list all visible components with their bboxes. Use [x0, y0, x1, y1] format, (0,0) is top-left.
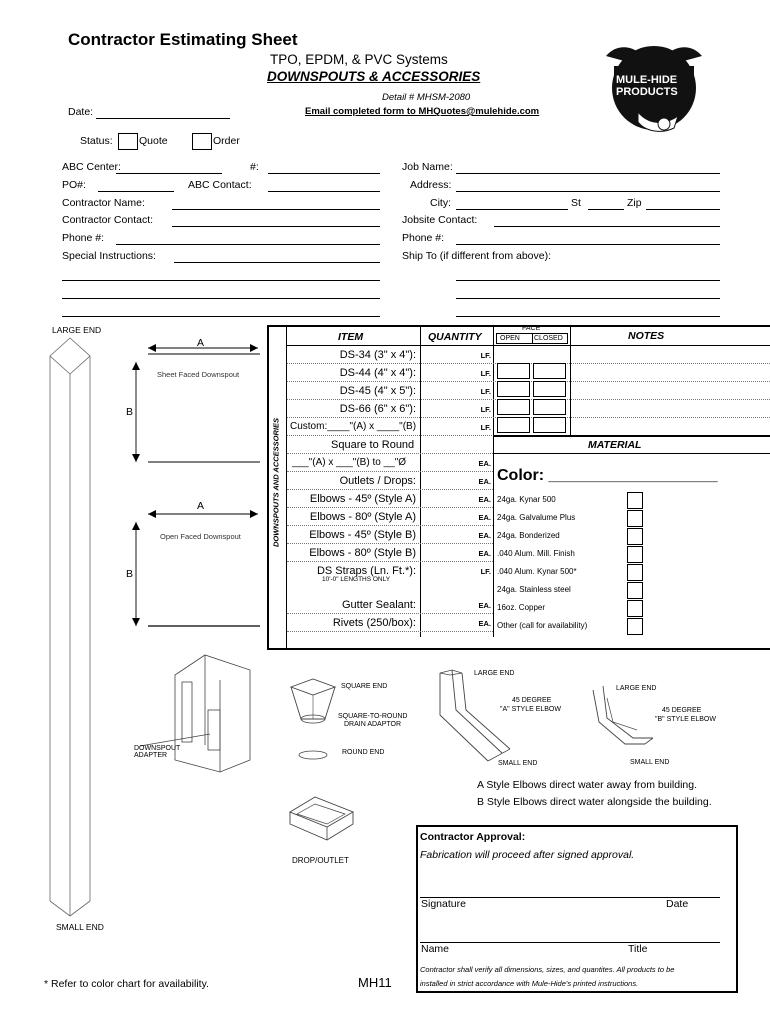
- phone-field[interactable]: [116, 244, 380, 245]
- row-unit-2: LF.: [480, 387, 491, 396]
- material-checkbox-3[interactable]: [627, 546, 643, 563]
- style-b-large-end-label: LARGE END: [616, 685, 657, 692]
- material-header: MATERIAL: [588, 439, 642, 451]
- approval-date-label: Date: [666, 898, 689, 910]
- address-label: Address:: [410, 179, 452, 191]
- row-item-15: Rivets (250/box):: [332, 617, 416, 629]
- face-closed-ds34[interactable]: [533, 363, 566, 379]
- style-a-large-end-label: LARGE END: [474, 670, 515, 677]
- open-faced-dimension-drawing: [118, 500, 263, 630]
- contractor-contact-field[interactable]: [172, 226, 380, 227]
- abc-contact-label: ABC Contact:: [188, 179, 252, 191]
- row-unit-7: EA.: [478, 477, 491, 486]
- row-unit-12: LF.: [480, 567, 491, 576]
- contractor-name-label: Contractor Name:: [62, 197, 145, 209]
- side-label: DOWNSPOUTS AND ACCESSORIES: [271, 417, 281, 548]
- col-item-header: ITEM: [338, 331, 364, 343]
- material-option-6: 16oz. Copper: [497, 603, 546, 612]
- color-field[interactable]: Color: ___________________: [497, 467, 718, 484]
- col-face-header: FACE: [522, 325, 541, 332]
- drop-outlet-drawing: [285, 792, 360, 852]
- abc-number-field[interactable]: [268, 173, 380, 174]
- row-item-2: DS-45 (4" x 5"):: [339, 385, 416, 397]
- row-unit-1: LF.: [480, 369, 491, 378]
- row-unit-15: EA.: [478, 619, 491, 628]
- title-label: Title: [628, 943, 648, 955]
- date-field[interactable]: [96, 118, 230, 119]
- face-closed-ds66[interactable]: [533, 417, 566, 433]
- special-instructions-line-2[interactable]: [62, 280, 380, 281]
- abc-contact-field[interactable]: [268, 191, 380, 192]
- drain-adaptor-label: DRAIN ADAPTOR: [344, 721, 402, 728]
- footer-note: * Refer to color chart for availability.: [44, 978, 209, 990]
- row-qty-field-3[interactable]: [421, 400, 469, 417]
- signature-label: Signature: [421, 898, 466, 910]
- col-qty-header: QUANTITY: [428, 331, 482, 343]
- square-end-label: SQUARE END: [341, 683, 388, 690]
- subtitle-downspouts: DOWNSPOUTS & ACCESSORIES: [267, 69, 481, 84]
- row-item-14: Gutter Sealant:: [342, 599, 416, 611]
- style-b-elbow-label: "B" STYLE ELBOW: [655, 716, 716, 723]
- long-downspout-drawing: [40, 336, 100, 936]
- order-label: Order: [213, 135, 240, 147]
- material-checkbox-0[interactable]: [627, 492, 643, 509]
- face-closed-ds45[interactable]: [533, 399, 566, 415]
- face-open-ds44[interactable]: [497, 381, 530, 397]
- row-qty-field-2[interactable]: [421, 382, 469, 399]
- style-a-elbow-label: "A" STYLE ELBOW: [500, 706, 561, 713]
- job-name-field[interactable]: [456, 173, 720, 174]
- ship-to-line-3[interactable]: [456, 316, 720, 317]
- dimension-b-bottom: B: [126, 568, 134, 580]
- detail-number: Detail # MHSM-2080: [382, 92, 471, 103]
- email-link[interactable]: Email completed form to MHQuotes@mulehide.com: [305, 106, 540, 117]
- row-qty-field-7[interactable]: [421, 472, 469, 489]
- special-instructions-field[interactable]: [174, 262, 380, 263]
- open-faced-label: Open Faced Downspout: [160, 532, 241, 541]
- header-divider: [287, 345, 770, 346]
- row-item-7: Outlets / Drops:: [339, 475, 416, 487]
- row-unit-3: LF.: [480, 405, 491, 414]
- job-name-label: Job Name:: [402, 161, 453, 173]
- row-qty-field-6[interactable]: [421, 454, 469, 471]
- square-to-round-label: SQUARE-TO-ROUND: [338, 713, 408, 720]
- material-option-5: 24ga. Stainless steel: [497, 585, 571, 594]
- material-checkbox-1[interactable]: [627, 510, 643, 527]
- col-notes-header: NOTES: [628, 330, 665, 342]
- page-title: Contractor Estimating Sheet: [68, 30, 298, 49]
- footer-code: MH11: [358, 975, 392, 990]
- material-checkbox-7[interactable]: [627, 618, 643, 635]
- special-instructions-line-3[interactable]: [62, 298, 380, 299]
- row-qty-field-14[interactable]: [421, 596, 469, 613]
- row-unit-4: LF.: [480, 423, 491, 432]
- special-instructions-label: Special Instructions:: [62, 250, 156, 262]
- row-unit-14: EA.: [478, 601, 491, 610]
- jobsite-contact-label: Jobsite Contact:: [402, 214, 478, 226]
- style-a-elbow-drawing: [430, 665, 570, 775]
- name-line[interactable]: [420, 942, 720, 943]
- row-qty-field-12[interactable]: [421, 562, 469, 579]
- date-label: Date:: [68, 106, 94, 118]
- large-end-label: LARGE END: [52, 325, 102, 335]
- face-open-ds45[interactable]: [497, 399, 530, 415]
- phone2-field[interactable]: [456, 244, 720, 245]
- city-field[interactable]: [456, 209, 568, 210]
- row-item-8: Elbows - 45º (Style A): [309, 493, 416, 505]
- ship-to-line-1[interactable]: [456, 280, 720, 281]
- row-qty-field-1[interactable]: [421, 364, 469, 381]
- style-b-degree-label: 45 DEGREE: [662, 707, 702, 714]
- downspout-adapter-label: DOWNSPOUT ADAPTER: [134, 745, 181, 759]
- status-label: Status:: [80, 135, 113, 147]
- po-label: PO#:: [62, 179, 86, 191]
- quote-label: Quote: [139, 135, 168, 147]
- col-closed-header: CLOSED: [534, 335, 563, 342]
- special-instructions-line-4[interactable]: [62, 316, 380, 317]
- row-qty-field-11[interactable]: [421, 544, 469, 561]
- row-item-9: Elbows - 80º (Style A): [309, 511, 416, 523]
- col-divider-face: [570, 325, 571, 435]
- row-item-11: Elbows - 80º (Style B): [309, 547, 416, 559]
- row-item-3: DS-66 (6" x 6"):: [339, 403, 416, 415]
- square-to-round-drawing: [283, 677, 343, 767]
- material-option-1: 24ga. Galvalume Plus: [497, 513, 576, 522]
- approval-title: Contractor Approval:: [420, 831, 526, 843]
- phone2-label: Phone #:: [402, 232, 445, 244]
- ship-to-label: Ship To (if different from above):: [402, 250, 552, 262]
- material-checkbox-4[interactable]: [627, 564, 643, 581]
- col-divider-qty: [493, 325, 494, 637]
- small-end-label: SMALL END: [56, 922, 104, 932]
- fine-print-2: installed in strict accordance with Mule-Hide's printed instructions.: [420, 979, 639, 988]
- col-open-header: OPEN: [500, 335, 520, 342]
- row-unit-9: EA.: [478, 513, 491, 522]
- ship-to-line-2[interactable]: [456, 298, 720, 299]
- row-qty-field-4[interactable]: [421, 418, 469, 435]
- row-qty-field-0[interactable]: [421, 346, 469, 363]
- jobsite-contact-field[interactable]: [494, 226, 720, 227]
- row-qty-field-10[interactable]: [421, 526, 469, 543]
- row-separator-15: [287, 631, 493, 632]
- po-field[interactable]: [98, 191, 174, 192]
- row-item-4: Custom:____"(A) x ____"(B): [290, 421, 417, 432]
- order-checkbox[interactable]: [192, 133, 212, 150]
- material-checkbox-6[interactable]: [627, 600, 643, 617]
- row-item-0: DS-34 (3" x 4"):: [339, 349, 416, 361]
- city-label: City:: [430, 197, 451, 209]
- row-item-1: DS-44 (4" x 4"):: [339, 367, 416, 379]
- dimension-a-bottom: A: [197, 500, 205, 512]
- quote-checkbox[interactable]: [118, 133, 138, 150]
- name-label: Name: [421, 943, 450, 955]
- zip-label: Zip: [627, 197, 642, 209]
- style-a-small-end-label: SMALL END: [498, 760, 538, 767]
- face-closed-ds44[interactable]: [533, 381, 566, 397]
- material-option-0: 24ga. Kynar 500: [497, 495, 556, 504]
- material-option-7: Other (call for availability): [497, 621, 588, 630]
- row-unit-8: EA.: [478, 495, 491, 504]
- material-option-4: .040 Alum. Kynar 500*: [497, 567, 577, 576]
- contractor-name-field[interactable]: [172, 209, 380, 210]
- logo-text-1: MULE-HIDE: [616, 74, 678, 86]
- subtitle-systems: TPO, EPDM, & PVC Systems: [270, 52, 448, 67]
- contractor-contact-label: Contractor Contact:: [62, 214, 154, 226]
- row-unit-11: EA.: [478, 549, 491, 558]
- material-option-2: 24ga. Bonderized: [497, 531, 560, 540]
- material-divider-bottom: [493, 453, 770, 454]
- row-item-10: Elbows - 45º (Style B): [309, 529, 416, 541]
- row-item-6: ___"(A) x ___"(B) to __"Ø: [292, 457, 407, 468]
- face-subheader-divider: [532, 333, 533, 344]
- round-end-label: ROUND END: [342, 749, 385, 756]
- style-b-small-end-label: SMALL END: [630, 759, 670, 766]
- fine-print-1: Contractor shall verify all dimensions, sizes, and quantites. All products to be: [420, 965, 675, 974]
- elbow-note-b: B Style Elbows direct water alongside the building.: [477, 796, 712, 808]
- elbow-note-a: A Style Elbows direct water away from building.: [477, 779, 698, 791]
- phone-label: Phone #:: [62, 232, 105, 244]
- row-unit-0: LF.: [480, 351, 491, 360]
- row-item-12: DS Straps (Ln. Ft.*):: [316, 565, 416, 577]
- style-a-degree-label: 45 DEGREE: [512, 697, 552, 704]
- drop-outlet-label: DROP/OUTLET: [292, 856, 349, 865]
- sheet-faced-dimension-drawing: [118, 336, 263, 476]
- row-item-5: Square to Round: [331, 439, 415, 451]
- row-item-13: 10'-0" LENGTHS ONLY: [322, 576, 391, 583]
- mule-hide-logo: [598, 42, 706, 134]
- zip-field[interactable]: [646, 209, 720, 210]
- dimension-a-top: A: [197, 337, 205, 349]
- row-qty-field-8[interactable]: [421, 490, 469, 507]
- abc-center-label: ABC Center:: [62, 161, 121, 173]
- material-option-3: .040 Alum. Mill. Finish: [497, 549, 575, 558]
- abc-center-field[interactable]: [116, 173, 222, 174]
- approval-subtitle: Fabrication will proceed after signed approval.: [420, 849, 635, 861]
- abc-number-label: #:: [250, 161, 259, 173]
- address-field[interactable]: [456, 191, 720, 192]
- face-open-ds34[interactable]: [497, 363, 530, 379]
- state-label: St: [571, 197, 581, 209]
- row-unit-6: EA.: [478, 459, 491, 468]
- material-checkbox-2[interactable]: [627, 528, 643, 545]
- row-unit-10: EA.: [478, 531, 491, 540]
- face-open-ds66[interactable]: [497, 417, 530, 433]
- row-qty-field-9[interactable]: [421, 508, 469, 525]
- row-qty-field-15[interactable]: [421, 614, 469, 631]
- logo-text-2: PRODUCTS: [616, 86, 678, 98]
- material-divider-top: [493, 435, 770, 437]
- sheet-faced-label: Sheet Faced Downspout: [157, 370, 240, 379]
- dimension-b-top: B: [126, 406, 134, 418]
- state-field[interactable]: [588, 209, 624, 210]
- material-checkbox-5[interactable]: [627, 582, 643, 599]
